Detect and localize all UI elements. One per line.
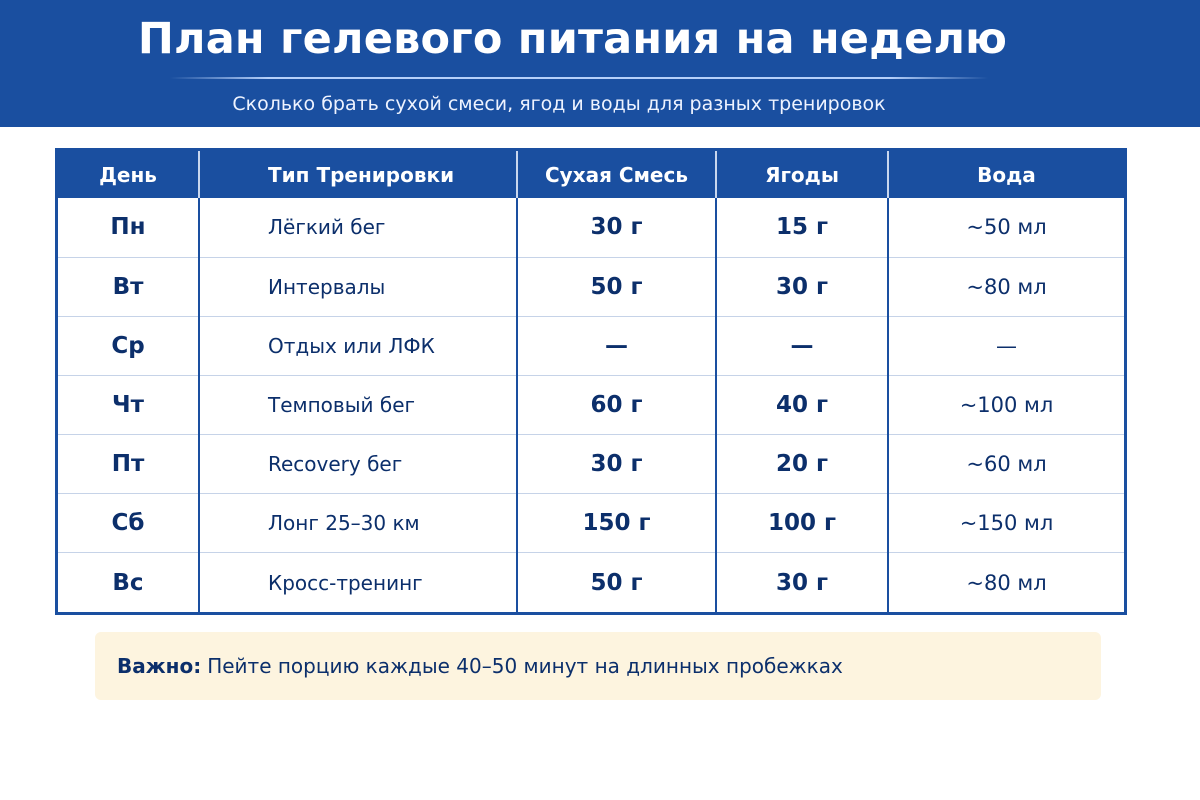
note-text: Пейте порцию каждые 40–50 минут на длинных пробежках: [207, 654, 843, 678]
nutrition-table: [55, 148, 1127, 615]
cell-water: ~50 мл: [888, 198, 1124, 257]
cell-berries: 100 г: [716, 494, 888, 553]
table-row: [58, 375, 1124, 434]
cell-type: Лёгкий бег: [199, 198, 517, 257]
cell-type: Интервалы: [199, 257, 517, 316]
important-note: [95, 632, 1101, 700]
cell-type: Отдых или ЛФК: [199, 316, 517, 375]
cell-type: Темповый бег: [199, 375, 517, 434]
cell-berries: 30 г: [716, 257, 888, 316]
column-header-mix: Сухая Смесь: [517, 151, 716, 198]
table-header-row: [58, 151, 1124, 198]
column-header-water: Вода: [977, 162, 1036, 187]
table-row: [58, 257, 1124, 316]
cell-berries: 20 г: [716, 435, 888, 494]
cell-berries: 15 г: [716, 198, 888, 257]
cell-berries: 30 г: [716, 553, 888, 612]
cell-type: Лонг 25–30 км: [199, 494, 517, 553]
table-row: [58, 435, 1124, 494]
cell-mix: 50 г: [517, 257, 716, 316]
cell-berries: 40 г: [716, 375, 888, 434]
cell-day: Сб: [58, 494, 199, 553]
cell-mix: 30 г: [517, 435, 716, 494]
cell-mix: 150 г: [517, 494, 716, 553]
cell-berries: —: [716, 316, 888, 375]
title-divider: [170, 77, 988, 79]
cell-day: Ср: [58, 316, 199, 375]
cell-type: Recovery бег: [199, 435, 517, 494]
cell-day: Чт: [58, 375, 199, 434]
cell-mix: 30 г: [517, 198, 716, 257]
table-row: [58, 494, 1124, 553]
cell-water: ~80 мл: [966, 570, 1047, 595]
cell-mix: 50 г: [517, 553, 716, 612]
cell-day: Вс: [58, 553, 199, 612]
column-header-berries: Ягоды: [716, 151, 888, 198]
cell-water: ~60 мл: [888, 435, 1124, 494]
cell-day: Пн: [58, 198, 199, 257]
cell-type: Кросс-тренинг: [199, 553, 517, 612]
header-banner: [0, 0, 1200, 127]
cell-day: Пт: [58, 435, 199, 494]
cell-water: ~80 мл: [888, 257, 1124, 316]
table-row: [58, 316, 1124, 375]
cell-mix: —: [517, 316, 716, 375]
table-row: [58, 198, 1124, 257]
cell-day: Вт: [58, 257, 199, 316]
column-header-day: День: [58, 151, 199, 198]
column-header-type: Тип Тренировки: [199, 151, 517, 198]
note-label: Важно:: [117, 654, 202, 678]
cell-water: —: [888, 316, 1124, 375]
cell-water: ~100 мл: [888, 375, 1124, 434]
cell-water: ~150 мл: [888, 494, 1124, 553]
page-title: План гелевого питания на неделю: [137, 14, 1008, 64]
table-row: [58, 553, 1124, 612]
cell-mix: 60 г: [517, 375, 716, 434]
page-subtitle: Сколько брать сухой смеси, ягод и воды для разных тренировок: [232, 93, 886, 115]
